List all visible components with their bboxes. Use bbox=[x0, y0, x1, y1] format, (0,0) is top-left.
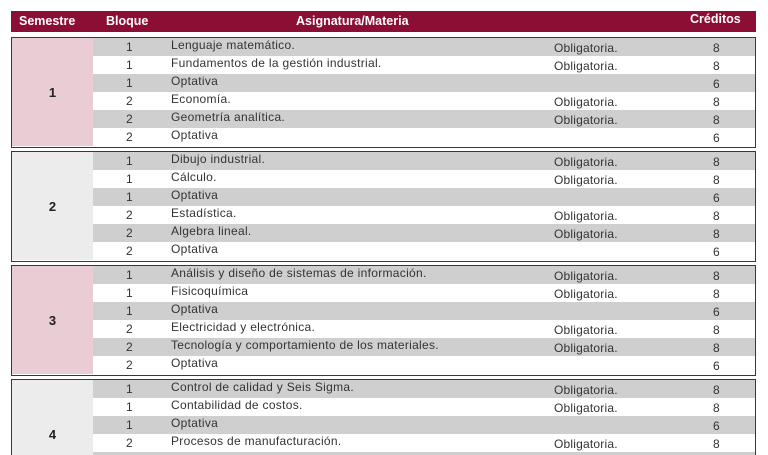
type-cell: Obligatoria. bbox=[554, 383, 618, 397]
subject-cell: Optativa bbox=[171, 74, 219, 88]
table-row bbox=[93, 74, 755, 92]
table-row bbox=[93, 266, 755, 284]
bloque-cell: 1 bbox=[126, 172, 133, 186]
subject-cell: Fisicoquímica bbox=[171, 284, 249, 298]
bloque-cell: 1 bbox=[126, 400, 133, 414]
type-cell: Obligatoria. bbox=[554, 323, 618, 337]
table-row bbox=[93, 284, 755, 302]
bloque-cell: 1 bbox=[126, 382, 133, 396]
credits-cell: 8 bbox=[713, 341, 720, 355]
table-row bbox=[93, 92, 755, 110]
credits-cell: 8 bbox=[713, 383, 720, 397]
bloque-cell: 1 bbox=[126, 76, 133, 90]
header-semestre: Semestre bbox=[19, 14, 76, 28]
type-cell: Obligatoria. bbox=[554, 287, 618, 301]
credits-cell: 6 bbox=[713, 191, 720, 205]
bloque-cell: 1 bbox=[126, 40, 133, 54]
semester-rows bbox=[93, 152, 755, 260]
bloque-cell: 2 bbox=[126, 94, 133, 108]
subject-cell: Estadística. bbox=[171, 206, 237, 220]
table-row bbox=[93, 152, 755, 170]
subject-cell: Procesos de manufacturación. bbox=[171, 434, 342, 448]
subject-cell: Dibujo industrial. bbox=[171, 152, 266, 166]
credits-cell: 8 bbox=[713, 59, 720, 73]
type-cell: Obligatoria. bbox=[554, 341, 618, 355]
semester-number: 3 bbox=[12, 266, 93, 374]
credits-cell: 8 bbox=[713, 173, 720, 187]
credits-cell: 6 bbox=[713, 419, 720, 433]
table-row bbox=[93, 56, 755, 74]
type-cell: Obligatoria. bbox=[554, 155, 618, 169]
credits-cell: 6 bbox=[713, 305, 720, 319]
bloque-cell: 2 bbox=[126, 436, 133, 450]
credits-cell: 6 bbox=[713, 359, 720, 373]
subject-cell: Contabilidad de costos. bbox=[171, 398, 303, 412]
table-row bbox=[93, 128, 755, 146]
table-row bbox=[93, 398, 755, 416]
credits-cell: 8 bbox=[713, 41, 720, 55]
type-cell: Obligatoria. bbox=[554, 59, 618, 73]
bloque-cell: 1 bbox=[126, 304, 133, 318]
type-cell: Obligatoria. bbox=[554, 209, 618, 223]
subject-cell: Geometría analítica. bbox=[171, 110, 286, 124]
subject-cell: Optativa bbox=[171, 188, 219, 202]
table-row bbox=[93, 224, 755, 242]
semester-number: 4 bbox=[12, 380, 93, 455]
semester-rows bbox=[93, 266, 755, 374]
header-bloque: Bloque bbox=[106, 14, 149, 28]
table-row bbox=[93, 302, 755, 320]
subject-cell: Lenguaje matemático. bbox=[171, 38, 296, 52]
bloque-cell: 2 bbox=[126, 322, 133, 336]
subject-cell: Control de calidad y Seis Sigma. bbox=[171, 380, 355, 394]
credits-cell: 8 bbox=[713, 209, 720, 223]
bloque-cell: 1 bbox=[126, 58, 133, 72]
type-cell: Obligatoria. bbox=[554, 41, 618, 55]
credits-cell: 8 bbox=[713, 323, 720, 337]
type-cell: Obligatoria. bbox=[554, 401, 618, 415]
credits-cell: 6 bbox=[713, 131, 720, 145]
type-cell: Obligatoria. bbox=[554, 173, 618, 187]
subject-cell: Cálculo. bbox=[171, 170, 217, 184]
table-row bbox=[93, 206, 755, 224]
header-creditos: Créditos bbox=[690, 12, 741, 26]
table-row bbox=[93, 188, 755, 206]
bloque-cell: 2 bbox=[126, 208, 133, 222]
subject-cell: Optativa bbox=[171, 242, 219, 256]
subject-cell: Algebra lineal. bbox=[171, 224, 252, 238]
bloque-cell: 1 bbox=[126, 154, 133, 168]
bloque-cell: 1 bbox=[126, 190, 133, 204]
type-cell: Obligatoria. bbox=[554, 269, 618, 283]
semester-number: 1 bbox=[12, 38, 93, 146]
table-row bbox=[93, 170, 755, 188]
type-cell: Obligatoria. bbox=[554, 113, 618, 127]
subject-cell: Tecnología y comportamiento de los materiales. bbox=[171, 338, 439, 352]
bloque-cell: 1 bbox=[126, 268, 133, 282]
semester-group-3 bbox=[11, 265, 756, 376]
table-header bbox=[11, 11, 756, 32]
semester-group-1 bbox=[11, 37, 756, 148]
table-row bbox=[93, 110, 755, 128]
credits-cell: 6 bbox=[713, 245, 720, 259]
subject-cell: Optativa bbox=[171, 302, 219, 316]
table-row bbox=[93, 380, 755, 398]
table-row bbox=[93, 356, 755, 374]
table-row bbox=[93, 320, 755, 338]
table-row bbox=[93, 434, 755, 452]
credits-cell: 8 bbox=[713, 113, 720, 127]
bloque-cell: 2 bbox=[126, 130, 133, 144]
credits-cell: 8 bbox=[713, 401, 720, 415]
subject-cell: Optativa bbox=[171, 356, 219, 370]
credits-cell: 8 bbox=[713, 155, 720, 169]
table-row bbox=[93, 242, 755, 260]
subject-cell: Optativa bbox=[171, 416, 219, 430]
semester-rows bbox=[93, 38, 755, 146]
bloque-cell: 1 bbox=[126, 418, 133, 432]
table-row bbox=[93, 416, 755, 434]
table-row bbox=[93, 38, 755, 56]
credits-cell: 8 bbox=[713, 269, 720, 283]
credits-cell: 6 bbox=[713, 77, 720, 91]
credits-cell: 8 bbox=[713, 287, 720, 301]
subject-cell: Fundamentos de la gestión industrial. bbox=[171, 56, 382, 70]
bloque-cell: 2 bbox=[126, 244, 133, 258]
bloque-cell: 2 bbox=[126, 358, 133, 372]
semester-number: 2 bbox=[12, 152, 93, 260]
credits-cell: 8 bbox=[713, 95, 720, 109]
semester-group-2 bbox=[11, 151, 756, 262]
subject-cell: Electricidad y electrónica. bbox=[171, 320, 316, 334]
semester-group-4 bbox=[11, 379, 756, 455]
type-cell: Obligatoria. bbox=[554, 95, 618, 109]
bloque-cell: 2 bbox=[126, 340, 133, 354]
type-cell: Obligatoria. bbox=[554, 227, 618, 241]
credits-cell: 8 bbox=[713, 227, 720, 241]
table-row bbox=[93, 338, 755, 356]
type-cell: Obligatoria. bbox=[554, 437, 618, 451]
bloque-cell: 2 bbox=[126, 226, 133, 240]
semester-rows bbox=[93, 380, 755, 455]
subject-cell: Optativa bbox=[171, 128, 219, 142]
subject-cell: Economía. bbox=[171, 92, 232, 106]
credits-cell: 8 bbox=[713, 437, 720, 451]
bloque-cell: 1 bbox=[126, 286, 133, 300]
subject-cell: Análisis y diseño de sistemas de información. bbox=[171, 266, 427, 280]
header-asignatura: Asignatura/Materia bbox=[296, 14, 409, 28]
bloque-cell: 2 bbox=[126, 112, 133, 126]
